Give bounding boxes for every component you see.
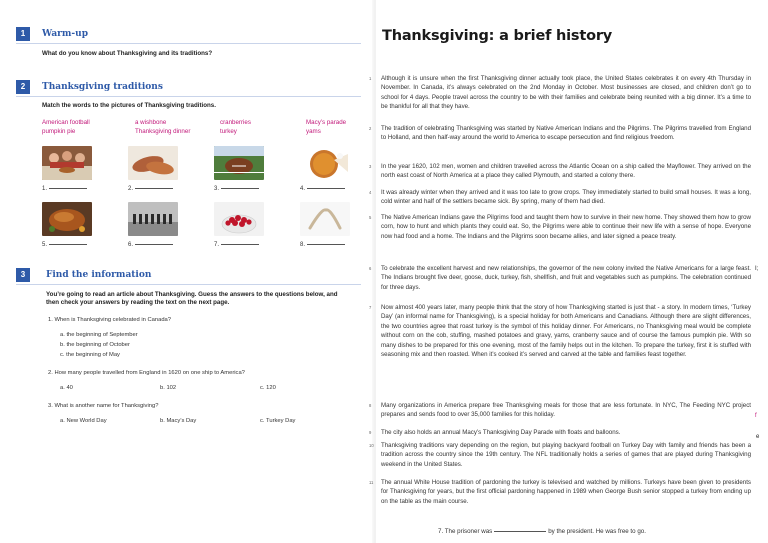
blank-8[interactable]: 8. [300, 242, 345, 248]
blank-6[interactable]: 6. [128, 242, 173, 248]
wishbone-image [300, 202, 350, 236]
section-3-instruction-line-1: You’re going to read an article about Thanksgiving. Guess the answers to the questions below, and [46, 291, 338, 298]
answer-option[interactable]: b. the beginning of October [60, 342, 130, 348]
blank-7[interactable]: 7. [214, 242, 259, 248]
cranberries-image [214, 202, 264, 236]
article-paragraph: Many organizations in America prepare free Thanksgiving meals for those that are less fortunate. In NYC, The Feeding NYC project prepares and sends food to over 35,000 families for this holiday. [381, 402, 751, 419]
paragraph-number: 3 [369, 164, 372, 169]
paragraph-number: 2 [369, 126, 372, 131]
margin-mark: e [756, 434, 760, 440]
word-option: American football [42, 119, 90, 126]
word-option: pumpkin pie [42, 128, 76, 135]
section-2-instruction: Match the words to the pictures of Thanksgiving traditions. [42, 102, 216, 109]
section-2-title: Thanksgiving traditions [42, 82, 163, 92]
word-option: Thanksgiving dinner [135, 128, 191, 135]
paragraph-number: 10 [369, 443, 374, 448]
blank-2[interactable]: 2. [128, 186, 173, 192]
blank-5[interactable]: 5. [42, 242, 87, 248]
blank-1[interactable]: 1. [42, 186, 87, 192]
yams-image [128, 146, 178, 180]
section-1-instruction: What do you know about Thanksgiving and its traditions? [42, 50, 213, 57]
section-3-instruction-line-2: then check your answers by reading the text on the next page. [46, 299, 230, 306]
margin-mark: f [755, 413, 757, 419]
answer-option[interactable]: c. Turkey Day [260, 418, 296, 424]
answer-option[interactable]: a. 40 [60, 385, 73, 391]
section-divider [16, 284, 361, 285]
section-1-title: Warm-up [42, 29, 88, 39]
question-1: 1. When is Thanksgiving celebrated in Canada? [48, 317, 171, 323]
section-3-number: 3 [16, 268, 30, 282]
answer-blank[interactable] [494, 531, 546, 532]
question-3: 3. What is another name for Thanksgiving? [48, 403, 159, 409]
answer-option[interactable]: c. the beginning of May [60, 352, 120, 358]
article-paragraph: The city also holds an annual Macy’s Thanksgiving Day Parade with floats and balloons. [381, 429, 621, 436]
pumpkin-pie-image [300, 146, 350, 180]
article-paragraph: In the year 1620, 102 men, women and children travelled across the Atlantic Ocean on a ship called the Mayflower. They arrived on the north east coast of North America at a place they called Plymouth, and started a colony there. [381, 163, 751, 180]
word-option: Macy’s parade [306, 119, 347, 126]
article-paragraph: Thanksgiving traditions vary depending on the region, but playing backyard football on Turkey Day with family and friends has been a tradition across the country since the 19th century. The NFL traditionally holds a series of games that are played during Thanksgiving weekend in the United States. [381, 442, 751, 468]
family-dinner-image [42, 146, 92, 180]
margin-mark: I; [755, 266, 759, 272]
word-option: turkey [220, 128, 237, 135]
roast-turkey-image [42, 202, 92, 236]
word-option: a wishbone [135, 119, 167, 126]
footer-question: 7. The prisoner was by the president. He was free to go. [438, 528, 646, 535]
answer-option[interactable]: a. the beginning of September [60, 332, 138, 338]
paragraph-number: 9 [369, 430, 372, 435]
football-image [214, 146, 264, 180]
blank-4[interactable]: 4. [300, 186, 345, 192]
paragraph-number: 6 [369, 266, 372, 271]
worksheet-page [0, 0, 375, 543]
article-paragraph: The Native American Indians gave the Pilgrims food and taught them how to survive in their new home. They showed them how to grow corn, how to hunt and which plants they could eat. So, the Pilgrims were able to continue their new life with a sense of hope. Everyone now had food and a home. The Indians and the Pilgrims soon became allies, and later signed a peace treaty. [381, 214, 751, 240]
word-option: cranberries [220, 119, 251, 126]
parade-image [128, 202, 178, 236]
article-paragraph: Now almost 400 years later, many people think that the story of how Thanksgiving started is just that - a story. In modern times, ‘Turkey Day’ (an informal name for Thanksgiving), is a special holiday for both Americans and Canadians. Although there are slight differences, the two countries agree that roast turkey is the symbol of this holiday dinner. For Americans, no Thanksgiving meal would be complete without corn on the cob, stuffing, mashed potatoes and gravy, yams, cranberry sauce and of course the famous pumpkin pie. With so many dishes to be prepared for this one evening, most of the family helps out in the kitchen. To prepare the turkey, first it is stuffed with seasoning mix and then roasted. When it’s cooked it’s served and carved at the table and families feast together. [381, 304, 751, 359]
paragraph-number: 11 [369, 480, 374, 485]
paragraph-number: 1 [369, 76, 372, 81]
question-2: 2. How many people travelled from England in 1620 on one ship to America? [48, 370, 245, 376]
article-paragraph: Although it is unsure when the first Thanksgiving dinner actually took place, the United States celebrates it on every 4th Thursday in November. In Canada, it’s always celebrated on the 2nd Monday in October. Most businesses are closed, and children don’t go to school for 4 days. People travel across the country to be with their families and celebrate being reunited with a big dinner. It’s a time to be thankful for all that they have. [381, 75, 751, 111]
answer-option[interactable]: a. New World Day [60, 418, 107, 424]
section-3-title: Find the information [46, 270, 152, 280]
article-title: Thanksgiving: a brief history [382, 28, 613, 44]
article-paragraph: The annual White House tradition of pardoning the turkey is televised and watched by millions. Turkeys have been given to presidents for Thanksgiving for years, but the first official pardoning happened in 1989 when George Bush senior stopped a turkey from ending up on the table as the main course. [381, 479, 751, 505]
paragraph-number: 8 [369, 403, 372, 408]
section-1-number: 1 [16, 27, 30, 41]
word-option: yams [306, 128, 321, 135]
paragraph-number: 4 [369, 190, 372, 195]
answer-option[interactable]: b. Macy’s Day [160, 418, 197, 424]
section-divider [16, 43, 361, 44]
paragraph-number: 7 [369, 305, 372, 310]
answer-option[interactable]: b. 102 [160, 385, 177, 391]
section-divider [16, 96, 361, 97]
article-paragraph: The tradition of celebrating Thanksgiving was started by Native American Indians and the Pilgrims. The Pilgrims travelled from England to Holland, and then half-way around the world to America to escape persecution and find religious freedom. [381, 125, 751, 142]
blank-3[interactable]: 3. [214, 186, 259, 192]
article-paragraph: To celebrate the excellent harvest and new relationships, the governor of the new colony invited the Native Americans for a large feast. The Indians brought five deer, goose, duck, turkey, fish, shellfish, and fruit and vegetables such as pumpkins. The celebration continued for three days. [381, 265, 751, 291]
article-paragraph: It was already winter when they arrived and it was too late to grow crops. They immediately started to build small houses. It was a long, cold winter and half of the settlers became sick. By spring, many of them had died. [381, 189, 751, 206]
section-2-number: 2 [16, 80, 30, 94]
answer-option[interactable]: c. 120 [260, 385, 276, 391]
paragraph-number: 5 [369, 215, 372, 220]
